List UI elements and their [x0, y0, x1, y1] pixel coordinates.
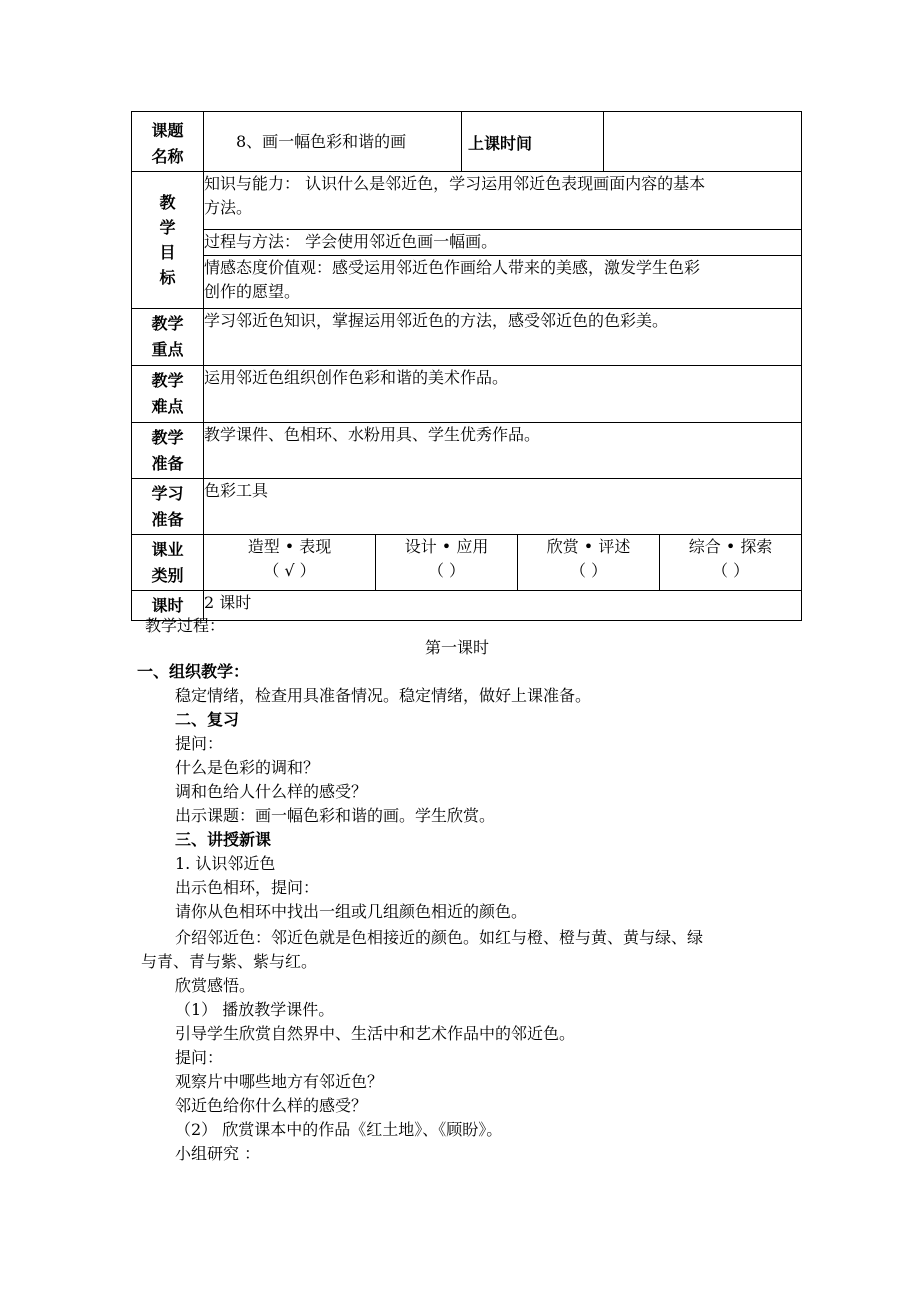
prep-label: 教学 准备	[132, 423, 204, 479]
hours-value: 2 课时	[204, 591, 802, 621]
lesson-line: 观察片中哪些地方有邻近色？	[175, 1072, 384, 1091]
review-line: 出示课题：画一幅色彩和谐的画。学生欣赏。	[175, 806, 496, 825]
category-appreciation: 欣赏 • 评述 （ ）	[518, 535, 660, 591]
session-title: 第一课时	[425, 638, 490, 657]
goal-process: 过程与方法： 学会使用邻近色画一幅画。	[204, 230, 802, 256]
review-line: 什么是色彩的调和？	[175, 758, 320, 777]
review-line: 提问：	[175, 734, 224, 753]
lesson-line: 与青、青与紫、紫与红。	[141, 952, 318, 971]
key-points-value: 学习邻近色知识，掌握运用邻近色的方法，感受邻近色的色彩美。	[204, 309, 802, 366]
lesson-plan-table	[131, 111, 802, 621]
prep-value: 教学课件、色相环、水粉用具、学生优秀作品。	[204, 423, 802, 479]
lesson-line: 请你从色相环中找出一组或几组颜色相近的颜色。	[175, 902, 528, 921]
lesson-line: 提问：	[175, 1048, 224, 1067]
section-new-lesson: 三、讲授新课	[175, 830, 272, 849]
category-modeling: 造型 • 表现 （ √ ）	[204, 535, 376, 591]
organize-text: 稳定情绪，检查用具准备情况。稳定情绪，做好上课准备。	[175, 686, 592, 705]
lesson-line: 引导学生欣赏自然界中、生活中和艺术作品中的邻近色。	[175, 1024, 576, 1043]
lesson-line: 邻近色给你什么样的感受？	[175, 1096, 368, 1115]
section-review: 二、复习	[175, 710, 240, 729]
topic-value: 8、画一幅色彩和谐的画	[204, 112, 462, 172]
lesson-line: 介绍邻近色：邻近色就是色相接近的颜色。如红与橙、橙与黄、黄与绿、绿	[175, 928, 704, 947]
review-line: 调和色给人什么样的感受？	[175, 782, 368, 801]
topic-label: 课题 名称	[132, 112, 204, 172]
goal-knowledge: 知识与能力： 认识什么是邻近色，学习运用邻近色表现画面内容的基本 方法。	[204, 172, 802, 230]
section-organize: 一、组织教学：	[137, 662, 250, 681]
difficulty-label: 教学 难点	[132, 366, 204, 423]
time-label: 上课时间	[462, 112, 604, 172]
category-exploration: 综合 • 探索 （ ）	[660, 535, 802, 591]
hours-label: 课时	[132, 591, 204, 621]
difficulty-value: 运用邻近色组织创作色彩和谐的美术作品。	[204, 366, 802, 423]
goal-emotion: 情感态度价值观：感受运用邻近色作画给人带来的美感，激发学生色彩 创作的愿望。	[204, 256, 802, 309]
lesson-line: （1） 播放教学课件。	[175, 1000, 335, 1019]
key-points-label: 教学 重点	[132, 309, 204, 366]
lesson-line: 小组研究 ：	[175, 1144, 261, 1163]
study-prep-value: 色彩工具	[204, 479, 802, 535]
study-prep-label: 学习 准备	[132, 479, 204, 535]
category-label: 课业 类别	[132, 535, 204, 591]
lesson-line: 1. 认识邻近色	[175, 854, 276, 873]
lesson-line: 出示色相环，提问：	[175, 878, 320, 897]
lesson-line: 欣赏感悟。	[175, 976, 256, 995]
category-design: 设计 • 应用 （ ）	[376, 535, 518, 591]
lesson-line: （2） 欣赏课本中的作品《红土地》、《顾盼》。	[175, 1120, 503, 1139]
process-title: 教学过程：	[145, 616, 226, 635]
time-value	[604, 112, 802, 172]
goals-label: 教 学 目 标	[132, 172, 204, 309]
